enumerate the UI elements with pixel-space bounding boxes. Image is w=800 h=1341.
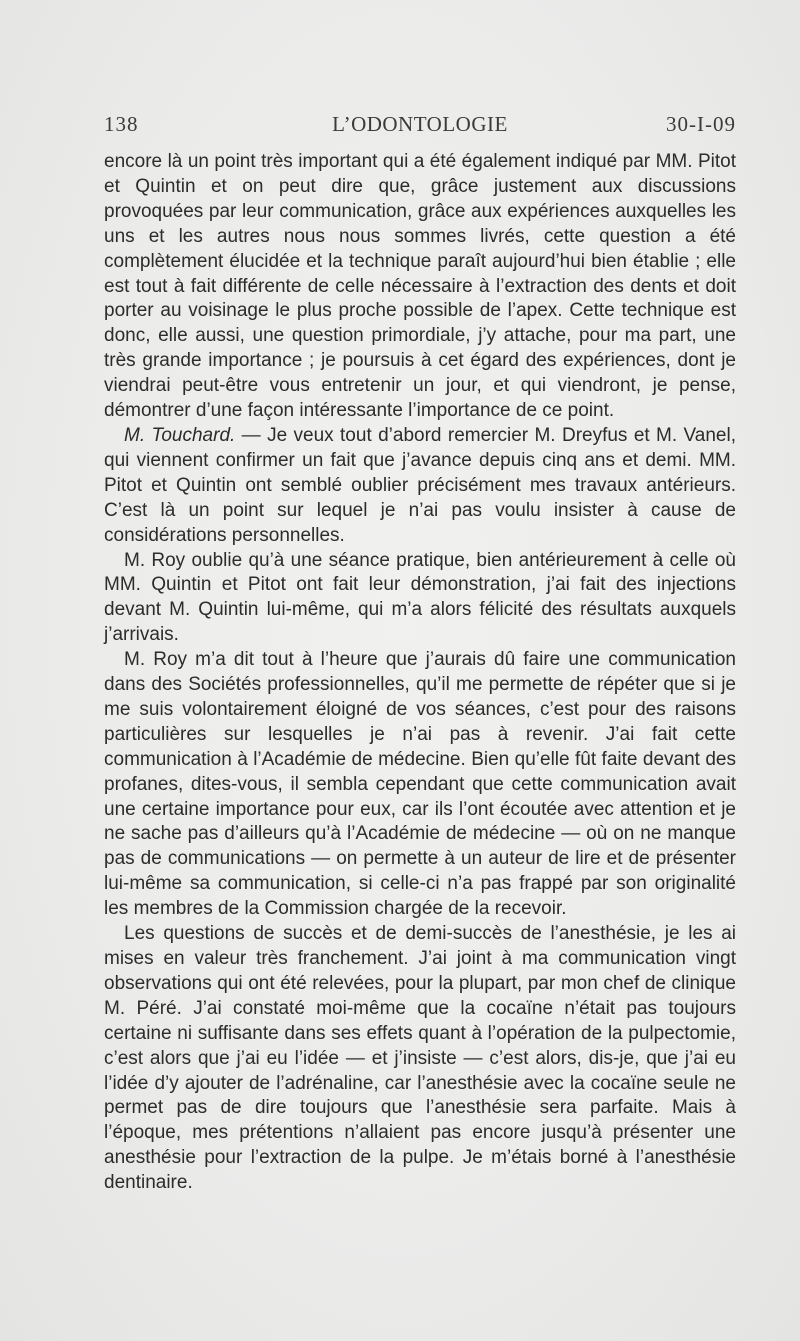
issue-date: 30-I-09 [666, 112, 736, 136]
paragraph-text: M. Roy oublie qu’à une séance pratique, bien antérieurement à celle où MM. Quintin et Pitot ont fait leur démonstration, j’ai fait des injections devant M. Quintin lui-même, qui m’a alors félicité des résultats auxquels j’arrivais. [104, 549, 736, 646]
page-number: 138 [104, 112, 139, 136]
article-body [104, 150, 736, 1196]
paragraph [104, 424, 736, 549]
paragraph [104, 648, 736, 922]
paragraph-text: encore là un point très important qui a été également indiqué par MM. Pitot et Quintin et on peut dire que, grâce justement aux discussions provoquées par leur communication, grâce aux expériences auxquelles les uns et les autres nous nous sommes livrés, cette question a été complètement élucidée et la technique paraît aujourd’hui bien établie ; elle est tout à fait différente de celle nécessaire à l’extraction des dents et doit porter au voisinage le plus proche possible de l’apex. Cette technique est donc, elle aussi, une question primordiale, j’y attache, pour ma part, une très grande importance ; je poursuis à cet égard des expériences, dont je viendrai peut-être vous entretenir un jour, et qui viendront, je pense, démontrer d’une façon intéressante l’importance de ce point. [104, 151, 736, 422]
paragraph-text: — Je veux tout d’abord remercier M. Dreyfus et M. Vanel, qui viennent confirmer un fait que j’avance depuis cinq ans et demi. MM. Pitot et Quintin ont semblé oublier précisément mes travaux antérieurs. C’est là un point sur lequel je n’ai pas voulu insister à cause de considérations personnelles. [104, 424, 736, 546]
paragraph-text: M. Roy m’a dit tout à l’heure que j’aurais dû faire une communication dans des Sociétés professionnelles, qu’il me permette de répéter que si je me suis volontairement éloigné de vos séances, c’est pour des raisons particulières sur lesquelles je n’ai pas à revenir. J’ai fait cette communication à l’Académie de médecine. Bien qu’elle fût faite devant des profanes, dites-vous, il sembla cependant que cette communication avait une certaine importance pour eux, car ils l’ont écoutée avec attention et je ne sache pas d’ailleurs qu’à l’Académie de médecine — où on ne manque pas de communications — on permette à un auteur de lire et de présenter lui-même sa communication, si celle-ci n’a pas frappé par son originalité les membres de la Commission chargée de la recevoir. [104, 649, 736, 920]
journal-title: L’ODONTOLOGIE [332, 112, 508, 136]
running-header [104, 112, 736, 140]
paragraph [104, 549, 736, 649]
paragraph-text: Les questions de succès et de demi-succès de l’anesthésie, je les ai mises en valeur très franchement. J’ai joint à ma communication vingt observations qui ont été relevées, pour la plupart, par mon chef de clinique M. Péré. J’ai constaté moi-même que la cocaïne n’était pas toujours certaine ni suffisante dans ses effets quant à l’opération de la pulpectomie, c’est alors que j’ai eu l’idée — et j’insiste — c’est alors, dis-je, que j’ai eu l’idée d’y ajouter de l’adrénaline, car l’anesthésie avec la cocaïne seule ne permet pas de dire toujours que l’anesthésie sera parfaite. Mais à l’époque, mes prétentions n’allaient pas encore jusqu’à présenter une anesthésie pour l’extraction de la pulpe. Je m’étais borné à l’anesthésie dentinaire. [104, 923, 736, 1194]
paragraph [104, 150, 736, 424]
paragraph [104, 922, 736, 1196]
speaker-name: M. Touchard. [124, 424, 236, 446]
